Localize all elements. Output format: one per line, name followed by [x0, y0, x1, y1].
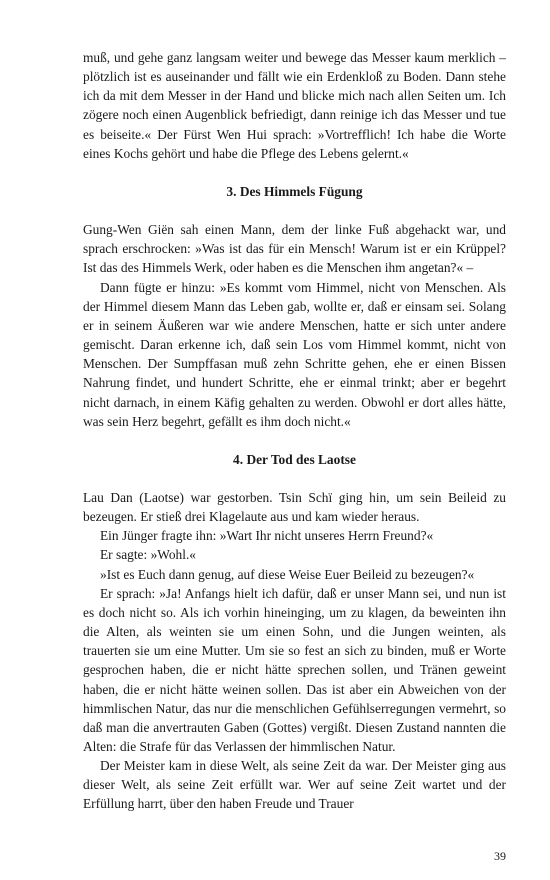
page-body	[83, 48, 506, 814]
section-3-paragraph: Dann fügte er hinzu: »Es kommt vom Himmel, nicht von Menschen. Als der Himmel diesem Mann das Leben gab, wollte er, daß er einsam sei. Solang er in seinem Äußeren war wie andere Menschen, hatte er sich unter andere gemischt. Daran erkenne ich, daß sein Los vom Himmel kommt, nicht von Menschen. Der Sumpffasan muß zehn Schritte gehen, ehe er einen Bissen Nahrung findet, und hundert Schritte, ehe er einmal trinkt; aber er begehrt nicht darnach, in einem Käfig gehalten zu werden. Obwohl er dort alles hätte, was sein Herz begehrt, gefällt es ihm doch nicht.«	[83, 279, 506, 429]
spacer	[83, 469, 506, 488]
section-4-paragraph: Er sprach: »Ja! Anfangs hielt ich dafür, daß er unser Mann sei, und nun ist es doch nicht so. Als ich vorhin hineinging, um zu klagen, da beweinten ihn die Alten, als weinten sie um einen Sohn, und die Jungen weinten, als trauerten sie um eine Mutter. Um sie so fest an sich zu binden, muß er Worte gesprochen haben, die er nicht hätte sprechen sollen, und Tränen geweint haben, die er nicht hätte weinen sollen. Das ist aber ein Abweichen von der himmlischen Natur, das nur die menschlichen Gefühlserregungen vermehrt, so daß man die anvertrauten Gaben (Gottes) vergißt. Diesen Zustand nannten die Alten: die Strafe für das Verlassen der himmlischen Natur.	[83, 585, 506, 754]
section-4-paragraph: Der Meister kam in diese Welt, als seine Zeit da war. Der Meister ging aus dieser Welt, als seine Zeit erfüllt war. Wer auf seine Zeit wartet und der Erfüllung harrt, über den haben Freude und Trauer	[83, 758, 506, 812]
page-number: 39	[494, 849, 506, 863]
section-4-paragraph: Lau Dan (Laotse) war gestorben. Tsin Schï ging hin, um sein Beileid zu bezeugen. Er stieß drei Klagelaute aus und kam wieder heraus.	[83, 489, 506, 525]
section-4-paragraph: »Ist es Euch dann genug, auf diese Weise Euer Beileid zu bezeugen?«	[100, 566, 475, 582]
section-4-paragraph: Ein Jünger fragte ihn: »Wart Ihr nicht unseres Herrn Freund?«	[100, 528, 434, 544]
spacer	[83, 201, 506, 220]
section-3-heading: 3. Des Himmels Fügung	[226, 183, 363, 199]
section-4-paragraph: Er sagte: »Wohl.«	[100, 547, 196, 563]
section-4-heading: 4. Der Tod des Laotse	[233, 451, 356, 467]
spacer	[83, 163, 506, 182]
spacer	[83, 431, 506, 450]
section-3-paragraph: Gung-Wen Giën sah einen Mann, dem der linke Fuß abgehackt war, und sprach erschrocken: »Was ist das für ein Mensch! Warum ist er ein Krüppel? Ist das des Himmels Werk, oder haben es die Menschen ihm angetan?« –	[83, 222, 506, 276]
intro-paragraph: muß, und gehe ganz langsam weiter und bewege das Messer kaum merklich – plötzlich ist es auseinander und fällt wie ein Erdenkloß zu Boden. Dann stehe ich da mit dem Messer in der Hand und blicke mich nach allen Seiten um. Ich zögere noch einen Augenblick befriedigt, dann reinige ich das Messer und tue es beiseite.« Der Fürst Wen Hui sprach: »Vortrefflich! Ich habe die Worte eines Kochs gehört und habe die Pflege des Lebens gelernt.«	[83, 50, 506, 161]
